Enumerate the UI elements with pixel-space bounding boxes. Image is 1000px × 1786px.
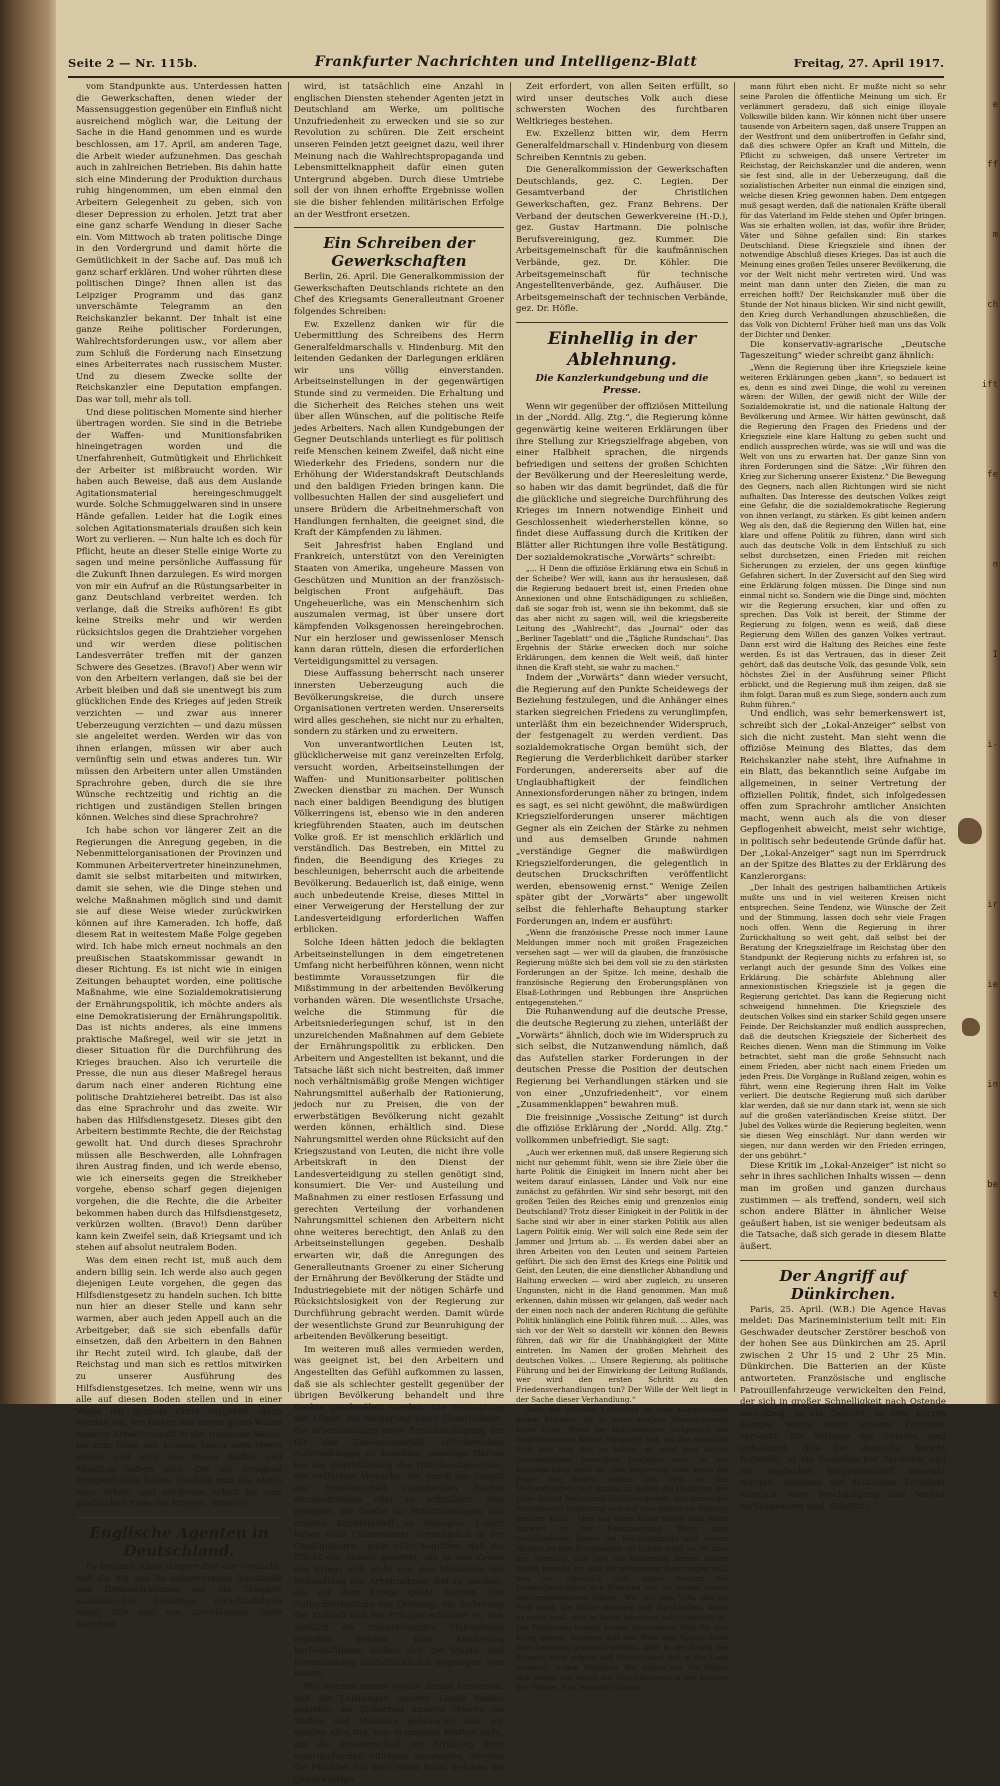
paper-tear xyxy=(958,818,982,844)
facing-page-fragment: ir xyxy=(987,900,998,910)
article-paragraph: Ew. Exzellenz bitten wir, dem Herrn Generalfeldmarschall v. Hindenburg von diesem Schreiben Kenntnis zu geben. xyxy=(516,129,728,163)
facing-page-fragment: ift xyxy=(981,380,998,390)
column-rule xyxy=(510,82,511,1392)
facing-page-fragment: I xyxy=(992,650,998,660)
quoted-excerpt: „Wenn die Regierung über ihre Kriegsziele keine weiteren Erklärungen geben „kann“, so bedauert ist es, denn es sind zwei Dinge, die wohl zu vereinen wären: der Willen, der gewiß nicht der Wille der Sozialdemokratie ist, und die nationale Haltung der Bevölkerung und Armee. Wir hätten gewünscht, daß die Regierung den Fragen des Friedens und der Kriegsziele eine klare Haltung zu geben sucht und endlich aussprechen würde, was sie will und was die Welt von uns zu erwarten hat. Der ganze Sinn von ihren Forderungen sind die Sätze: „Wir führen den Krieg zur Sicherung unserer Existenz.“ Die Bewegung des Gegners, nach allen Richtungen wird sie nicht aufhalten. Das Interesse des deutschen Volkes zeigt eine Gefahr, die die sozialdemokratische Regierung von ihnen verlangt, zu stärken. Es gibt keinen andern Weg als den, daß die Regierung den Willen hat, eine klare und offene Politik zu führen, dann wird sich auch das deutsche Volk in dem Entschluß zu sich selbst durchsetzen, einen Frieden mit reichen Sicherungen zu erzielen, der uns gegen künftige Gefahren sichert. In der Zuversicht auf den Sieg wird eine Erklärung folgen müssen. Die Dinge sind nun einmal nicht so. Sondern wie die Dinge sind, möchten wir die Regierung ersuchen, klar und offen zu sprechen. Das Volk ist bereit, der Stimme der Regierung zu folgen, wenn es weiß, daß diese Regierung dem Willen des ganzen Volkes vertraut. Dann erst wird die Haltung des Reiches eine feste werden. Es ist das Vertrauen, das in dieser Zeit gehört, daß das deutsche Volk, das gesunde Volk, sein höchstes Ziel in der Ausführung seiner Pflicht erblickt, und die Regierung muß ihm zeigen, daß sie ihm folgt. Daran muß es zum Siege, sondern auch zum Ruhm führen.“ xyxy=(740,362,946,709)
article-paragraph: Paris, 25. April. (W.B.) Die Agence Havas meldet: Das Marineministerium teilt mit: Ein Geschwader deutscher Zerstörer beschoß von der hohen See aus Dünkirchen am 25. April zwischen 2 Uhr 15 und 2 Uhr 25 Min. Dünkirchen. Die Batterien an der Küste antworteten. Französische und englische Patrouillenfahrzeuge verwickelten den Feind, der sich in großer Schnelligkeit nach Ostende zurückzog, in ein Gefecht. In dem kurzen Kampfe wurde einer unserer Zerstörer versenkt. Die Verluste des Feindes sind unbekannt. (Die der deutsche Bericht feststellt, ist ein französischer Zerstörer und ein englischer Vorpostenschiff versenkt worden, während die deutschen Zerstörer sämtlich ohne Beschädigung und Verlust zurückgekehrt sind. Schriftl.) xyxy=(740,1304,946,1512)
article-paragraph: Ew. Exzellenz danken wir für die Uebermittlung des Schreibens des Herrn Generalfeldmarschalls v. Hindenburg. Mit den leitenden Gedanken der Darlegungen erklären wir uns völlig einverstanden. Arbeitseinstellungen in der gegenwärtigen Stunde sind zu vermeiden. Die Erhaltung und die Sicherheit des Reiches stehen uns weit über allen Wünschen, auf die politische Reife jedes Arbeiters. Nach allen Kundgebungen der Gegner Deutschlands unterliegt es für politisch reife Menschen keinem Zweifel, daß nicht eine Wiederkehr des Friedens, sondern nur die Erhöhung der Widerstandskraft Deutschlands und den baldigen Frieden bringen kann. Die vollbesuchten Hallen der sind ausgeliefert und unsere Brüdern die Arbeitnehmerschaft von Handlungen fernhalten, die geeignet sind, die Kraft der Kämpfenden zu lähmen. xyxy=(294,319,504,539)
article-paragraph: Seit Jahresfrist haben England und Frankreich, unterstützt von den Vereinigten Staaten von Amerika, ungeheure Massen von Geschützen und Munition an der französisch-belgischen Front aufgehäuft. Das Ungeheuerliche, was ein Menschenhirn sich auszumalen vermag, ist über unsere dort kämpfenden Volksgenossen hereingebrochen. Nur ein herzloser und gewissenloser Mensch kann daran rütteln, diesen die erforderlichen Verteidigungsmittel zu versagen. xyxy=(294,540,504,667)
issue-date: Freitag, 27. April 1917. xyxy=(793,56,944,70)
article-paragraph: Solche Ideen hätten jedoch die beklagten Arbeitseinstellungen in dem eingetretenen Umfang nicht herbeiführen können, wenn nicht bestimmte Voraussetzungen für die Mißstimmung in der arbeitenden Bevölkerung vorhanden wären. Die wesentlichste Ursache, welche die Stimmung für die Arbeitsniederlegungen schuf, ist in den unzureichenden Maßnahmen auf dem Gebiete der Ernährungspolitik zu erblicken. Den Arbeitern und Angestellten ist bekannt, und die Tatsache läßt sich nicht bestreiten, daß immer noch verhältnismäßig große Mengen wichtiger Nahrungsmittel außerhalb der Rationierung, jedoch nur zu Preisen, die von der erwerbstätigen Bevölkerung nicht gezahlt werden können, erhältlich sind. Diese Nahrungsmittel werden ohne Rücksicht auf den Kriegszustand von Leuten, die nicht ihre volle Arbeitskraft in den Dienst der Landesverteidigung zu stellen genötigt sind, konsumiert. Die Ver- und Austeilung und Maßnahmen zu einer restlosen Erfassung und gerechten Verteilung der vorhandenen Nahrungsmittel schienen den Arbeitern nicht ohne weiteres berechtigt, den Anlaß zu den Arbeitseinstellungen gegeben. Deshalb erwarten wir, daß die Anregungen des Generalleutnants Groener zu einer Sicherung der Ernährung der Bevölkerung der Städte und Industriegebiete mit der nötigen Schärfe und Rücksichtslosigkeit von der Regierung zur Durchführung gebracht werden. Damit würde der wesentlichste Grund zur Beunruhigung der arbeitenden Bevölkerung beseitigt. xyxy=(294,937,504,1343)
article-paragraph: wird, ist tatsächlich eine Anzahl in englischen Diensten stehender Agenten jetzt in Deutschland am Werke, um politische Unzufriedenheit zu erwecken und sie so zur Revolution zu schüren. Die Zeit erscheint unseren Feinden jetzt geeignet dazu, weil ihrer Meinung nach die Wahlrechtspropaganda und Lebensmittelknappheit dafür einen guten Untergrund abgeben. Durch diese Umtriebe soll der von ihnen erhoffte Ergebnisse wollen sie die bisher fehlenden militärischen Erfolge an der Westfront ersetzen. xyxy=(294,82,504,220)
article-paragraph: Berlin, 26. April. Die Generalkommission der Gewerkschaften Deutschlands richtete an den Chef des Kriegsamts Generalleutnant Groener folgendes Schreiben: xyxy=(294,272,504,317)
facing-page-fragment: t xyxy=(992,1290,998,1300)
column-4 xyxy=(740,82,946,1512)
quoted-excerpt: Auch die offiziöse Erklärung ist eine Kampfansage gegen England. Im so einer solchen Verwirklichung keine Rede. Wenn der Reichskanzler fortgesetzt die vaterländischen Kreise festgelegt hat, um das deutsche Volk klar und fest zu haben, so wird eine solche Stellungnahme besonders fruchtbar sein. In der Kundmachung heißt es: „Die Regierung wird, wenn die Frage von beiden Seiten, den Weg zu den Verhandlungen, sich einmal zu stellen die Handlung der Lage darauf bedeutend Schlüsse ziehen, aus denen die französische Regierung sich auf eine politische Haltung berufen kann.“ Aber auf diese Frage findet man keine Antwort in der Kundmachung. Wenn man verschiedenen Reden die Reichskanzlers und seinen Worten zu den Kriegszielen im Lande folgt, so ist man der Meinung, daß sich die Regierung keinen klaren Zielen bewußt ist, daß sie niemanden mehr sagen will, was sie eigentlich will; daher werden die Unterscheidungen der Stimmen nur zu immer neuen Mißverständnissen führen. Wie soll das Volk, das im Feld steht, die Sache ertragen und durchhalten, wenn es nicht weiß, was es dabei gewinnen soll? Gemeint ist: Die Regierung könnte keinen bestimmten Weg für den Krieg gehen, dagegen soll der Wille der Nation nicht zum Ausdruck gebracht werden. Aber in der Arbeit des Krieges, wird zeigen, daß Deutschland sich in der Lage befindet, in den Debatten. Wir ziehen ein. Sie fühlen sich selbst, aus denen das Durchdrungen in den Kreisen der Feinde. Nur leitender Staats- xyxy=(516,1405,728,1692)
facing-page-fragment: i- xyxy=(987,740,998,750)
article-title: Englische Agenten in Deutschland. xyxy=(89,1524,269,1561)
article-paragraph: Es bestand schon längere Zeit der Verdacht, daß die die und da aufgetretenen Ausstände und Demonstrationen auf die Tätigkeit ausländischer Sendlinge zurückzuführen seien. Wie nun von zuverlässiger Seite berichtet xyxy=(76,1562,282,1630)
article-paragraph: Die Ruhanwendung auf die deutsche Presse, die deutsche Regierung zu ziehen, unterläßt der „Vorwärts“ ähnlich, doch wie im Widerspruch zu sich selbst, die Nutzanwendung nämlich, daß das Aufstellen starker Forderungen in der deutschen Presse die Position der deutschen Regierung bei Verhandlungen stärken und sie von einer „Unzufriedenheit“, vor einem „Zusammenklappen“ bewahren muß. xyxy=(516,1007,728,1111)
page-edge-left xyxy=(46,0,56,1404)
facing-page-fragment: n xyxy=(992,560,998,570)
section-divider xyxy=(516,322,728,323)
facing-page-fragment: ff xyxy=(987,160,998,170)
article-subtitle: Die Kanzlerkundgebung und die Presse. xyxy=(535,372,709,396)
quoted-excerpt: „Der Inhalt des gestrigen halbamtlichen Artikels mußte uns und in viel weiteren Kreisen nicht entsprechen. Seine Tendenz, wie Wünsche der Zeit und der Stimmung, lassen doch sehr viele Fragen noch offen. Wenn die Regierung in ihrer Zurückhaltung so weit geht, daß selbst bei der Beratung der Kriegszielfrage im Reichstag über den Standpunkt der Regierung nichts zu erfahren ist, so verlangt auch der gesunde Sinn des Volkes eine Erklärung. Die schärfste Ablehnung aller annexionistischen Kriegsziele ist ja gegen die Regierung gerichtet. Das kann die Regierung nicht schweigend hinnehmen. Die Kriegsziele des deutschen Volkes sind ein starker Schild gegen unsere Feinde. Der Reichskanzler muß endlich aussprechen, daß die deutschen Kriegsziele der Sicherheit des Reiches dienen. Wenn man die Stimmung im Volke betrachtet, sieht man die große Sehnsucht nach einem Frieden, aber nicht nach einem Frieden um jeden Preis. Die Vorgänge in Rußland zeigen, wohin es führt, wenn eine Regierung ihren Halt im Volke verliert. Die deutsche Regierung muß sich darüber klar werden, daß sie nur dann stark ist, wenn sie sich auf die großen vaterländischen Kreise stützt. Der Jubel des Volkes würde die Regierung begleiten, wenn sie diesen Weg einschlägt. Nur dann werden wir siegen, nur dann werden wir den Frieden erringen, der uns gebührt.“ xyxy=(740,883,946,1160)
column-rule xyxy=(288,82,289,1392)
article-paragraph: Die Generalkommission der Gewerkschaften Deutschlands, gez. C. Legien. Der Gesamtverband der Christlichen Gewerkschaften, gez. Franz Behrens. Der Verband der deutschen Gewerkvereine (H.-D.), gez. Gustav Hartmann. Die polnische Berufsvereinigung, gez. Kummer. Die Arbeitsgemeinschaft für die kaufmännischen Verbände, gez. Dr. Köhler. Die Arbeitsgemeinschaft für technische Angestelltenverbände, gez. Aufhäuser. Die Arbeitsgemeinschaft der technischen Verbände, gez. Dr. Höfle. xyxy=(516,165,728,315)
quoted-excerpt: „Wenn die französische Presse noch immer Laune Meldungen immer noch mit großen Fragezeichen versehen sagt — wer will da glauben, die französische Regierung müßte sich bei dem voll sie zu den stärksten Forderungen an der Spitze. Ich meine, deshalb die französische Regierung den Eroberungsplänen von Elsaß-Lothringen und Rebbungen ihre Ansprüchen entgegenstehen.“ xyxy=(516,928,728,1007)
article-paragraph: Wir werden immer wieder darauf hinweisen, daß die Leistungen unserer Lande herdes gebietet, die Sicherheit unseres Heeres die Waffen und Munition gebraucht, und wir werden alles tun, was in unseren Kräften steht, um die Arbeiterschaft zur Erfüllung ihrer vaterländischen Pflichten anzuhalten. Werden die Pflichten mit dem ieines Ernst welchen die gegenwärtige xyxy=(294,1681,504,1785)
page-number-label: Seite 2 — Nr. 115b. xyxy=(68,56,198,70)
column-2 xyxy=(294,82,504,1785)
article-paragraph: Die freisinnige „Vossische Zeitung“ ist durch die offiziöse Erklärung der „Nordd. Allg. Ztg.“ vollkommen unbefriedigt. Sie sagt: xyxy=(516,1112,728,1146)
quoted-excerpt: mann führt eben nicht. Er mußte nicht so sehr seine Parolen die öffentliche Meinung um sich. Er verlämmert geradezu, daß sich einige illoyale Volkswille bilden kann. Wir können nicht über unsere tausende von Arbeitern sagen, daß unsere Truppen an der Westfront und dem unübertroffen in Gefahr sind, daß dies schwere Opfer an Kraft und Mitteln, die Pflicht zu schweigen, daß unsere Vertreter im Reichstag, der Reichskanzler und die anderen, wenn sie fest sind, alle in der Ueberzeugung, daß die sozialistischen Arbeiter nun einmal die einzigen sind, welche diesen Krieg gewonnen haben. Dem entgegen muß gesagt werden, daß die nationalen Kräfte überall für das Vaterland im Felde stehen und Opfer bringen. Was sie erhalten wollen, ist das, wofür ihre Brüder, Väter und Söhne gefallen sind: Ein starkes Deutschland. Diese Kriegsziele sind ihnen der notwendige Abschluß dieses Krieges. Das ist auch die Meinung eines großen Teiles unserer Bevölkerung, die vor der Welt nicht mehr vertreten wird. Und was meint man dann unter den Zielen, die man zu erreichen hofft? Der Reichskanzler muß über die Stunde der Not hinaus blicken. Wir sind nicht gewillt, den Krieg durch Verhandlungen abzuschließen, die das Volk von Dichtern! Früher hieß man uns das Volk der Dichter und Denker. xyxy=(740,82,946,339)
article-paragraph: Die konservativ-agrarische „Deutsche Tageszeitung“ wieder schreibt ganz ähnlich: xyxy=(740,339,946,362)
section-divider xyxy=(294,227,504,228)
article-paragraph: Diese Kritik im „Lokal-Anzeiger“ ist nicht so sehr in ihres sachlichen Inhalts wissen — denn man im großen und ganzen durchaus zustimmen — als treffend, sondern, weil sich schon andere Blätter in ähnlicher Weise geäußert haben, ist sie weniger bedeutsam als die Tatsache, daß sich gerade in diesem Blatte äußert. xyxy=(740,1160,946,1252)
article-paragraph: Und diese politischen Momente sind hierher übertragen worden. Sie sind in die Betriebe der Waffen- und Munitionsfabriken hineingetragen worden und die Unerfahrenheit, Gutmütigkeit und Ehrlichkeit der Arbeiter ist mißbraucht worden. Wir haben auch Beweise, daß aus dem Auslande Agitationsmaterial hereingeschmuggelt wurde. Solche Schmuggelwaren sind in unsere Hände gefallen. Leider hat die Logik eines solchen Agitationsmaterials draußen sich kein Wort zu verlieren. — Nun halte ich es doch für Pflicht, heute an dieser Stelle einige Worte zu sagen und meine persönliche Auffassung für die Zukunft Ihnen darzulegen. Es wird morgen von mir ein Aufruf an die Rüstungsarbeiter in ganz Deutschland verbreitet werden. Ich verlange, daß die Streiks aufhören! Es gibt keine Streiks mehr und wir werden rücksichtslos gegen die Drahtzieher vorgehen und wir werden diese politischen Landesverräter treffen mit der ganzen Schwere des Gesetzes. (Bravo!) Aber wenn wir von den Arbeitern verlangen, daß sie bei der Arbeit bleiben und daß sie unentwegt bis zum glücklichen Ende des Krieges auf jeden Streik verzichten — und zwar aus innerer Ueberzeugung verzichten — und dazu müssen sie angeleitet werden. Werden wir das von ihnen erlangen, müssen wir aber auch vernünftig sein und etwas anderes tun. Wir müssen den Arbeitern unter allen Umständen Sprachrohre geben, durch die sie ihre Wünsche rechtzeitig und richtig an die richtigen und zuständigen Stellen bringen können. Welches sind diese Sprachrohre? xyxy=(76,407,282,824)
page-header xyxy=(68,54,944,78)
article-paragraph: Ich habe schon vor längerer Zeit an die Regierungen die Anregung gegeben, in die Nebenmittelorganisationen der Provinzen und Kommunen Arbeitervertreter hineinzunehmen, damit sie selbst mitarbeiten und mitwirken, damit sie sehen, wie die Dinge stehen und welche Maßnahmen möglich sind und damit sie auf diese Weise wieder zurückwirken können auf ihre Kameraden. Ich hoffe, daß diesem Rat in weitestem Maße Folge gegeben wird. Ich habe mich erneut nochmals an den preußischen Staatskommissar gewandt in dieser Richtung. Es ist nicht wie in einigen Zeitungen behauptet worden, eine politische Maßnahme, wie eine Sozialdemokratisierung der Ernährungspolitik, ich möchte anders als eine Demokratisierung der Ernährungspolitik. Das ist nichts anderes, als eine immens praktische Maßregel, weil wir sie jetzt in dieser Situation für die Durchführung des Krieges brauchen. Also ich verurteile die Presse, die nun aus dieser Maßregel heraus darum nach einer anderen Richtung eine politische Drahtzieherei betreibt. Das ist also das eine Sprachrohr und das zweite. Wir haben das Hilfsdienstgesetz. Dieses gibt den Arbeitern bestimmte Rechte, die der Reichstag gewollt hat. Und durch dieses Sprachrohr müssen alle Beschwerden, alle Lohnfragen ihren Austrag finden, und ich werde ebenso, wie ich einerseits gegen die Streikheber vorgehe, ebenso scharf gegen diejenigen vorgehen, die die Rechte, die die Arbeiter bekommen haben durch das Hilfsdienstgesetz, verkürzen wollten. (Bravo!) Denn darüber kann kein Zweifel sein, daß Kriegsamt und ich stehen auf absolut neutralem Boden. xyxy=(76,826,282,1254)
article-paragraph: Wenn wir gegenüber der offiziösen Mitteilung in der „Nordd. Allg. Ztg.“, die Regierung könne gegenwärtig keine weiteren Erklärungen über ihre Stellung zur Kriegszielfrage abgeben, von einer Halbheit sprachen, die nirgends befriedigen und seitens der großen Schichten der Bevölkerung und der Heeresleitung werde, so haben wir das damit begründet, daß die für die glückliche und siegreiche Durchführung des Krieges im Innern notwendige Einheit und Geschlossenheit wiederherstellen könne, so findet diese Auffassung durch die Kritiken der Blätter aller Richtungen ihre volle Bestätigung. Der sozialdemokratische „Vorwärts“ schreibt: xyxy=(516,401,728,563)
quoted-excerpt: „... H Denn die offiziöse Erklärung etwa ein Schuß in der Scheibe? Wer will, kann aus ihr herauslesen, daß die Regierung bedauert breit ist, einen Frieden ohne Annexionen und ohne Entschädigungen zu schließen, daß sie sogar froh ist, wenn sie ihn bekommt, daß sie das aber nicht zu sagen will, weil die kriegsbereite Leitung des „Wahlrecht“, das „Journal“ oder das „Berliner Tageblatt“ und die „Tägliche Rundschau“. Das Ergebnis der Stärke erwecken doch nur solche Erklärungen, dem kennen die Welt weiß, daß hinter ihnen die Kraft steht, sie wahr zu machen.“ xyxy=(516,564,728,673)
column-rule xyxy=(734,82,735,1392)
article-paragraph: Und endlich, was sehr bemerkenswert ist, schreibt sich der „Lokal-Anzeiger“ selbst von sich die nicht zusteht. Man sieht wenn die offiziöse Meinung des Blattes, das dem Reichskanzler nahe steht, ihre Aufnahme in ein Blatt, das bekanntlich seine Aufgabe im allgemeinen, in seiner Vertretung der offiziellen Politik, findet, sich infolgedessen offen zum Sprachrohr amtlicher Ansichten macht, wenn auch als die von dieser Gepflogenheit abweicht, meist sehr wichtige, in politisch sehr bedeutende Gründe dafür hat. Der „Lokal-Anzeiger“ sagt nun im Sperrdruck an der Spitze des Blattes zu der Erklärung des Kanzlerorgans: xyxy=(740,709,946,882)
article-title: Ein Schreiben der Gewerkschaften xyxy=(323,234,475,271)
article-paragraph: Zeit erfordert, von allen Seiten erfüllt, so wird unser deutsches Volk auch diese schwersten Wochen des furchtbaren Weltkrieges bestehen. xyxy=(516,82,728,127)
column-1 xyxy=(76,82,282,1630)
book-binding xyxy=(0,0,46,1404)
article-title: Der Angriff auf Dünkirchen. xyxy=(779,1266,907,1303)
facing-page-fragment: fe xyxy=(987,470,998,480)
article-paragraph: vom Standpunkte aus. Unterdessen hatten die Gewerkschaften, denen wieder der Massensuggestion gegenüber ein Einfluß nicht ausreichend möglich war, die Leitung der Sache in die Hand genommen und es wurde beschlossen, am 17. April, am anderen Tage, die Arbeit wieder aufzunehmen. Das geschah auch in zahlreichen Betrieben. Bis dahin hatte sich eine Minderung der Produktion durchaus ruhig hingenommen, um eben einmal den Arbeitern Gelegenheit zu geben, sich von dieser Depression zu erholen. Jetzt trat aber eine ganz scharfe Wendung in dieser Sache ein. Vom Mittwoch ab traten politische Dinge in den Vordergrund und damit hörte die Gemütlichkeit in der Sache auf. Das muß ich ganz scharf erklären. Und woher rührten diese politischen Dinge? Ihnen allen ist das Leipziger Programm und das ganz unverschämte Telegramm an den Reichskanzler bekannt. Der Inhalt ist eine ganze Reihe politischer Forderungen, Wahlrechtsforderungen usw., vor allem aber zum Schluß die Forderung nach Einsetzung eines Arbeiterrates nach russischem Muster. Und zu diesem Zwecke sollte der Reichskanzler eine Deputation empfangen. Das war toll, mehr als toll. xyxy=(76,82,282,406)
facing-page-fragment: ie xyxy=(987,980,998,990)
facing-page-fragment: be xyxy=(987,1180,998,1190)
article-paragraph: Indem der „Vorwärts“ dann wieder versucht, die Regierung auf den Punkte Scheidewegs der Beziehung festzulegen, und die Anhänger eines starken siegreichen Friedens zu verunglimpfen, unterläßt ihm ein bezeichnender Widerspruch, der festgenagelt zu werden verdient. Das sozialdemokratische Organ bemüht sich, der Regierung die Verderblichkeit darüber starker Forderungen, andererseits aber auf die Unglaubhaftigkeit der feindlichen Annexionsforderungen näher zu bringen, indem es sagt, es sei nicht gewöhnt, die maßwürdigen Kriegszielforderungen unserer mächtigen Gegner als ein Zeichen der Stärke zu nehmen und aus demselben Grunde nahmen „verständige Gegner die maßwürdigen Kriegszielforderungen, die gelegentlich in deutschen Druckschriften veröffentlicht werden, ebensowenig ernst.“ Wenige Zeilen später gibt der „Vorwärts“ aber ungewollt selbst die fehlerhafte Behauptung starker Forderungen an, indem er ausführt: xyxy=(516,673,728,927)
facing-page-fragment: m xyxy=(992,230,998,240)
article-paragraph: Von unverantwortlichen Leuten ist, glücklicherweise mit ganz vereinzelten Erfolg, versucht worden, Arbeitseinstellungen der Waffen- und Munitionsarbeiter politischen Zwecken dienstbar zu machen. Der Wunsch nach einer baldigen Beendigung des blutigen Völkerringens ist, ebenso wie in den anderen kriegführenden Staaten, auch im deutschen Volke groß. Er ist menschlich erklärlich und verständlich. Das Bestreben, ein Mittel zu finden, die Beendigung des Krieges zu beschleunigen, beherrscht auch die arbeitende Bevölkerung. Bedauerlich ist, daß einige, wenn auch unbedeutende Kreise, dieses Mittel in einer Verweigerung der Herstellung der zur Landesverteidigung erforderlichen Waffen erblicken. xyxy=(294,739,504,936)
paper-tear xyxy=(962,1018,980,1036)
section-divider xyxy=(76,1517,282,1518)
facing-page-fragment: e xyxy=(992,100,998,110)
article-paragraph: Diese Auffassung beherrscht nach unserer innersten Ueberzeugung auch die Bevölkerungskreise, die durch unsere Organisationen vertreten werden. Unsererseits wird alles geschehen, sie nicht nur zu erhalten, sondern zu stärken und zu erweitern. xyxy=(294,669,504,738)
facing-page-fragment: in xyxy=(987,1080,998,1090)
section-divider xyxy=(740,1260,946,1261)
article-paragraph: Im weiteren muß alles vermieden werden, was geeignet ist, bei den Arbeitern und Angestellten das Gefühl aufkommen zu lassen, daß sie als schlechter gestellt gegenüber der übrigen Bevölkerung behandelt und ihre Rechte geschmälert werden. Die Festsetzung der Löhne, die Weigerung vieler Unternehmer, die Arbeitsleistung unter Berücksichtigung der für den Lebensunterhalt erforderlichen Aufwendungen zu bezahlen, unnötige Härten bei der Durchführung des Hilfsdienstgesetzes, die vielfachen Versuche, die durch das Gesetz der Arbeiterschaft zustehenden Rechte einzuschränken oder zu schmälern, sind geeignet, die Quelle für Mißstimmungen und ernsten Konfliktsstoff zu erzeugen. Leider haben viele Unternehmer, vornehmlich in der Groß-Industrie, noch nicht begriffen, daß die Pflicht der Stunde gebietet, um in den Zeiten des Kriegs sich nicht von den Methoden der Behandlung der Arbeitnehmer frei zu machen, die vor dem Kriege geübt wurden. Die Aufrechterhaltung der Ordnung, die Sicherung der Zukunft und des Erfolges erfordert es, daß wirklich die entsprechenden Maßnahmen ergriffen werden. Eine Aenderung herbeizuführen, sollten sich die Staats- und Heeresleitung nachdrücklichst angelegen sein lassen. xyxy=(294,1344,504,1680)
facing-page-fragment: ch xyxy=(987,300,998,310)
article-title: Einhellig in der Ablehnung. xyxy=(547,328,697,370)
facing-page-edge xyxy=(986,0,1000,1404)
quoted-excerpt: „Auch wer erkennen muß, daß unsere Regierung sich nicht nur gehemmt fühlt, wenn sie ihre Ziele über die harte Politik die Einigkeit im Innern nicht aber bei weitem darauf einlassen, Länder und Volk nur eine zunächst zu gefährden. Wir sind sehr besorgt, mit den großen Teilen des Reiches einig und grenzenlos einig Deutschland? Trotz dieser Einigkeit in der Politik in der Sache sind wir aber in einer starken Politik aus allen Lagern Politik einig. Wer will solch eine Rede sein der Jammer und Jrrtum ab. ... Es werden dabei aber an ihren Arbeiten von den Leuten und seinem Parteien geführt. Die sich den Ernst des Kriegs eine Politik und Geist, den Leuten, die eine dienstlicher Abhandlung und Haltung erwecken — wird aber zugleich, zu unseren Ungunsten, nicht in die Hand genommen. Man muß erkennen, dahin müssen wir gelangen, daß weder nach der einen noch nach der anderen Richtung die gefühlte Politik hinlänglich eine Politik führen muß. ... Alles, was sich vor der Welt so darstellt wir können den Beweis führen, daß wir für die Unabhängigkeit der Mitte eintreten. Im Namen der großen Mehrheit des deutschen Volkes. ... Unsere Regierung, als politische Führung und bei der Einwirkung der Leitung Rußlands, wer wird den ersten Schritt zu den Friedensverhandlungen tun? Der Wille der Welt liegt in der Sache dieser Verhandlung.“ xyxy=(516,1147,729,1405)
article-paragraph: Was dem einen recht ist, muß auch dem andern billig sein. Ich werde also auch gegen diejenigen Leute vorgehen, die gegen das Hilfsdienstgesetz zu handeln suchen. Ich bitte nun hier an dieser Stelle und kann sehr warmen, aber auch jeden Appell auch an die Arbeitgeber, daß sie sich ebenfalls dafür einsetzen, daß den Arbeitern in den Bahnen ihr Recht zuteil wird. Ich glaube, daß der Reichstag und man sich es rettlos mitwirken zu unserer Ausführung des Hilfsdienstgesetzes. Ich meine, wenn wir uns alle auf diesen Boden stellen und in einer Weise mit ganzem Ernst vorgehen, dann werden wir, wie bisher, mit einem guten Willen unserer Arbeiterschaft in der treuesten Weise, bis zum Ende des Krieges hinter dem Heere stehen und wird den Heere Waffen und Munition liefern wird. Die wir dringend dringend nötig haben. Deshalb muß das Motto sein: Arbeit, und wiederum Arbeit bis zum glücklichen Ende des Krieges. (Bravo!) xyxy=(76,1255,282,1510)
masthead-title: Frankfurter Nachrichten und Intelligenz-Blatt xyxy=(314,54,698,70)
column-3 xyxy=(516,82,729,1692)
